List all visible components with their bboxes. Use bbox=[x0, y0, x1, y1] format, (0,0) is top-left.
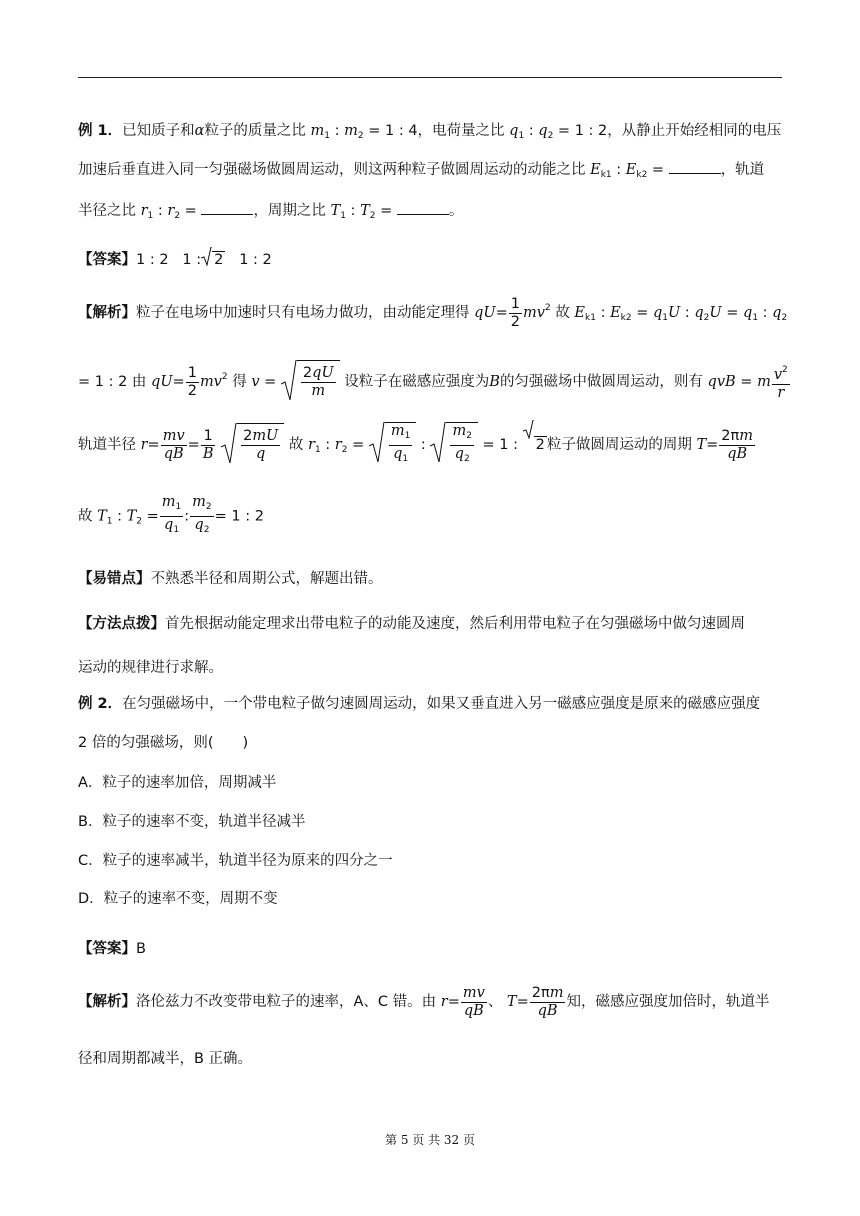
page-footer: 第 5 页 共 32 页 bbox=[385, 1133, 475, 1147]
ex2-analysis-line2: 径和周期都减半，B 正确。 bbox=[78, 1051, 253, 1067]
ex1-error: 【易错点】不熟悉半径和周期公式，解题出错。 bbox=[78, 571, 383, 587]
ex1-method-line1: 【方法点拨】首先根据动能定理求出带电粒子的动能及速度，然后利用带电粒子在匀强磁场中做匀速圆周 bbox=[78, 616, 745, 632]
sqrt-sign: 2 bbox=[201, 250, 225, 270]
ex2-option-b: B．粒子的速率不变，轨道半径减半 bbox=[78, 814, 306, 830]
ex2-option-d: D．粒子的速率不变，周期不变 bbox=[78, 891, 278, 907]
blank-ek bbox=[669, 161, 721, 174]
blank-r bbox=[201, 202, 253, 215]
ex1-line1: 例 1．已知质子和α粒子的质量之比 $m_1$ : $m_2 = 1$ : 4，电荷量之比 $q_1$ : $q_2 = 1$ : 2，从静止开始经相同的电压 bbox=[78, 123, 782, 141]
ex1-label: 例 1． bbox=[78, 123, 123, 139]
ex1-analysis-line2: = 1 : 2 由 qU= $\frac{1}{2}$ $mv^2$ 得 v = $\frac{2qU}{m}$ 设粒子在磁感应强度为B的匀强磁场中做圆周运动，则有 qvB = m $\frac{v^2}{r}$ bbox=[78, 355, 782, 399]
ex2-analysis-line1: 【解析】洛伦兹力不改变带电粒子的速率，A、C 错。由 r= $\frac{mv}{qB}$ 、 T= $\frac{2\pi m}{qB}$ 知，磁感应强度加倍时，轨道半 bbox=[78, 984, 770, 1019]
ex1-method-line2: 运动的规律进行求解。 bbox=[78, 660, 223, 676]
ex1-line3: 半径之比 $r_1$ : $r_2$ = ，周期之比 $T_1$ : $T_2$ = 。 bbox=[78, 203, 464, 221]
ex1-analysis-line1: 【解析】粒子在电场中加速时只有电场力做功，由动能定理得 qU= $\frac{1}{2}$ $mv^2$ 故 $E_{k1}$ : $E_{k2} = q_1U$ : $q_2U = q_1$ : $q_2$ bbox=[78, 295, 788, 330]
header-rule bbox=[78, 77, 782, 78]
ex2-line1: 例 2．在匀强磁场中，一个带电粒子做匀速圆周运动，如果又垂直进入另一磁感应强度是原来的磁感应强度 bbox=[78, 696, 761, 712]
ex2-label: 例 2． bbox=[78, 696, 123, 712]
ex2-option-c: C．粒子的速率减半，轨道半径为原来的四分之一 bbox=[78, 853, 393, 869]
ex2-line2: 2 倍的匀强磁场，则( ) bbox=[78, 735, 249, 751]
ex1-analysis-line4: 故 $T_1$ : $T_2$ = $\frac{m_1}{q_1}$ : $\frac{m_2}{q_2}$ = 1 : 2 bbox=[78, 494, 264, 535]
ex2-option-a: A．粒子的速率加倍，周期减半 bbox=[78, 775, 277, 791]
ex2-answer: 【答案】B bbox=[78, 941, 146, 957]
ex1-analysis-line3: 轨道半径 r= $\frac{mv}{qB}$ = $\frac{1}{B}$ $\frac{2mU}{q}$ 故 $r_1$ : $r_2$ = $\frac{m_1}{q_1}$ : $\frac{m_2}{q_2}$ = 1 : 2 粒子做圆周运动的周期 T= $\frac{2\pi m}{qB}$ bbox=[78, 422, 782, 466]
blank-t bbox=[397, 202, 449, 215]
ex1-answer: 【答案】1 : 2 1 : 2 1 : 2 bbox=[78, 250, 782, 270]
ex1-line2: 加速后垂直进入同一匀强磁场做圆周运动，则这两种粒子做圆周运动的动能之比 $E_{k1}$ : $E_{k2}$ = ，轨道 bbox=[78, 162, 765, 180]
